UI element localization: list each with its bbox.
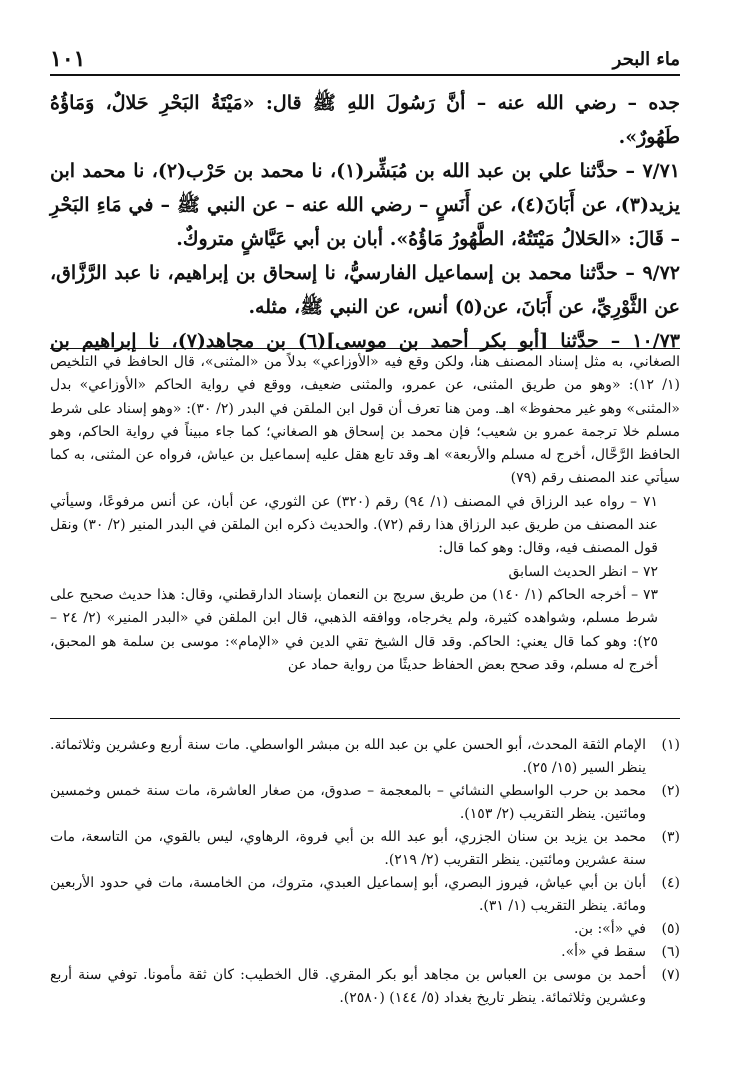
- footnote: [50, 872, 680, 918]
- note-paragraph: ٧٢ – انظر الحديث السابق: [508, 563, 658, 580]
- footnote: [50, 964, 680, 1010]
- footnotes: [50, 734, 680, 1010]
- footnote-number: (٤): [661, 875, 680, 891]
- footnote: [50, 941, 680, 964]
- footnote-divider: [50, 718, 680, 719]
- footnote-number: (٧): [661, 967, 680, 983]
- hadith-paragraph: جده – رضي الله عنه – أنَّ رَسُولَ اللهِ ﷺ قال: «مَيْتَةُ البَحْرِ حَلالٌ، وَمَاؤُهُ طَهُورٌ».: [50, 92, 680, 148]
- footnote-number: (٣): [661, 829, 680, 845]
- footnote-number: (٥): [661, 921, 680, 937]
- footnote-number: (٦): [661, 944, 680, 960]
- note-paragraph: الصغاني، به مثل إسناد المصنف هنا، ولكن وقع فيه «الأوزاعي» بدلاً من «المثنى»، قال الحافظ في التلخيص (١/ ١٢): «وهو من طريق المثنى، عن عمرو، والمثنى ضعيف، ووقع في رواية الحاكم «الأوزاعي» بدل «المثنى» وهو غير محفوظ» اهـ. ومن هنا تعرف أن قول ابن الملقن في البدر (٢/ ٣٠): «وهو إسناد على شرط مسلم خلا ترجمة عمرو بن شعيب؛ فإن محمد بن إسحاق هو الصغاني؛ كما جاء مبيناً في رواية الحاكم، وهو الحافظ الرَّحَّال، أخرج له مسلم والأربعة» اهـ وقد تابع هقل عليه إسماعيل بن عياش، فرواه عن المثنى، به كما سيأتي عند المصنف رقم (٧٩): [50, 354, 681, 487]
- note-paragraph: ٧١ – رواه عبد الرزاق في المصنف (١/ ٩٤) رقم (٣٢٠) عن الثوري، عن أبان، عن أنس مرفوعًا، وسيأتي عند المصنف من طريق عبد الرزاق هذا رقم (٧٢). والحديث ذكره ابن الملقن في البدر المنير (٢/ ٣٠) ونقل قول المصنف فيه، وقال: وهو كما قال:: [50, 493, 658, 557]
- running-header: [50, 36, 680, 76]
- footnote-text: محمد بن يزيد بن سنان الجزري، أبو عبد الله بن أبي فروة، الرهاوي، ليس بالقوي، من التاسعة، مات سنة عشرين ومائتين. ينظر التقريب (٢/ ٢١٩).: [50, 829, 646, 868]
- footnote-text: أحمد بن موسى بن العباس بن مجاهد أبو بكر المقري. قال الخطيب: كان ثقة مأمونا. توفي سنة أربع وعشرين وثلاثمائة. ينظر تاريخ بغداد (٥/ ١٤٤) (٢٥٨٠).: [50, 967, 646, 1006]
- hadith-paragraph: ١٠/٧٣ – حدَّثنا [أبو بكر أحمد بن موسى](٦) بن مجاهد(٧)، نا إبراهيم بن: [50, 330, 680, 352]
- footnote-number: (٢): [661, 783, 680, 799]
- page-number: ١٠١: [50, 46, 86, 72]
- footnote-text: الإمام الثقة المحدث، أبو الحسن علي بن عبد الله بن مبشر الواسطي. مات سنة أربع وعشرين وثلاثمائة. ينظر السير (١٥/ ٢٥).: [50, 737, 646, 776]
- takhrij-notes: [50, 348, 680, 677]
- footnote: [50, 826, 680, 872]
- footnote: [50, 780, 680, 826]
- footnote: [50, 734, 680, 780]
- footnote-text: أبان بن أبي عياش، فيروز البصري، أبو إسماعيل العبدي، متروك، من الخامسة، مات في حدود الأربعين ومائة. ينظر التقريب (١/ ٣١).: [50, 875, 646, 914]
- footnote-text: في «أ»: بن.: [573, 921, 646, 937]
- hadith-paragraph: ٧/٧١ – حدَّثنا علي بن عبد الله بن مُبَشِّر(١)، نا محمد بن حَرْب(٢)، نا محمد ابن يزيد(٣)، عن أَبَانَ(٤)، عن أَنَسٍ – رضي الله عنه – عن النبي ﷺ – في مَاءِ البَحْرِ – قَالَ: «الحَلالُ مَيْتَتُهُ، الطَّهُورُ مَاؤُهُ». أبان بن أبي عَيَّاشٍ متروكٌ.: [50, 160, 680, 250]
- main-text: [50, 86, 680, 358]
- footnote: [50, 918, 680, 941]
- footnote-text: سقط في «أ».: [561, 944, 646, 960]
- note-paragraph: ٧٣ – أخرجه الحاكم (١/ ١٤٠) من طريق سريج بن النعمان بإسناد الدارقطني، وقال: هذا حديث صحيح على شرط مسلم، وشواهده كثيرة، ولم يخرجاه، ووافقه الذهبي، قال ابن الملقن في «البدر المنير» (٢/ ٢٤ – ٢٥): وهو كما قال يعني: الحاكم. وقد قال الشيخ تقي الدين في «الإمام»: موسى بن سلمة هو المحبق، أخرج له مسلم، وقد صحح بعض الحفاظ حديثًا من رواية حماد عن: [50, 586, 659, 673]
- chapter-title: ماء البحر: [612, 49, 680, 70]
- footnote-number: (١): [661, 737, 680, 753]
- hadith-paragraph: ٩/٧٢ – حدَّثنا محمد بن إسماعيل الفارسيُّ، نا إسحاق بن إبراهيم، نا عبد الرَّزَّاق، عن الثَّوْرِيِّ، عن أَبَانَ، عن(٥) أنس، عن النبي ﷺ، مثله.: [50, 262, 680, 318]
- footnote-text: محمد بن حرب الواسطي النشائي – بالمعجمة – صدوق، من صغار العاشرة، مات سنة خمس وخمسين ومائتين. ينظر التقريب (٢/ ١٥٣).: [50, 783, 646, 822]
